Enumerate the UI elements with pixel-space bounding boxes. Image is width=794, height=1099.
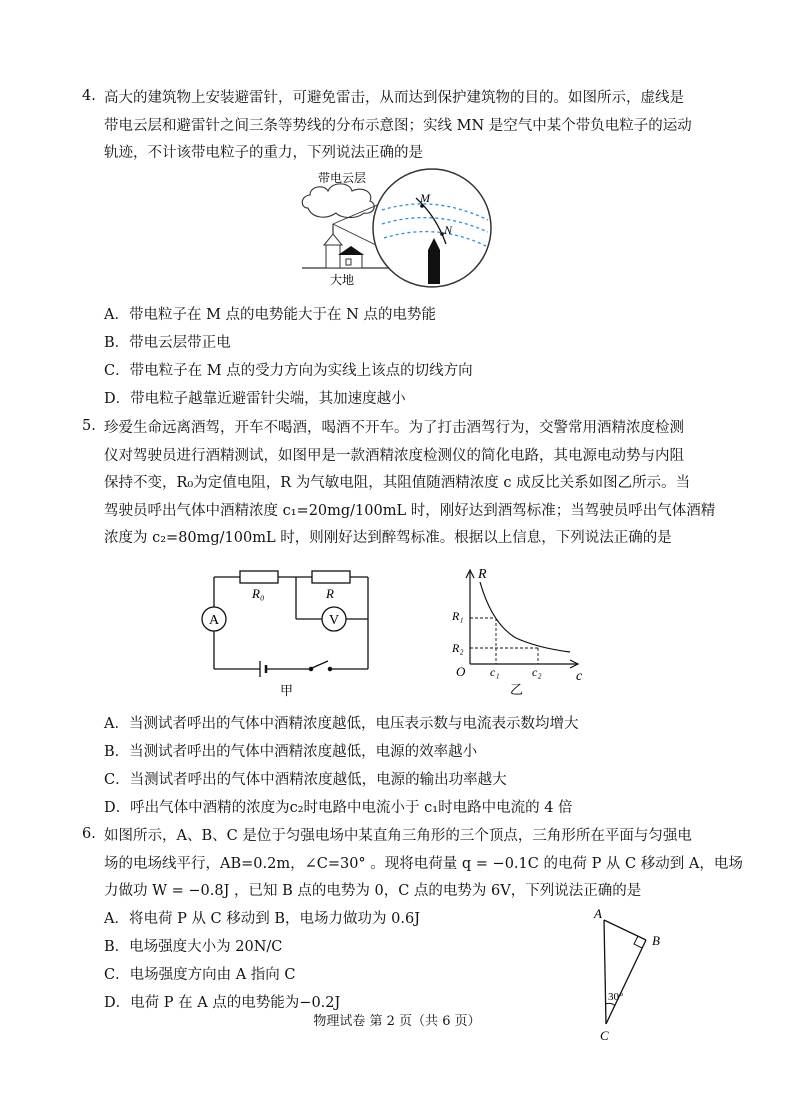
q5-circuit-figure [200, 565, 385, 700]
q4-number: 4. [82, 88, 96, 104]
point-m-label: M [420, 191, 430, 205]
cloud-label: 带电云层 [318, 171, 367, 185]
c1-label: c₁ [490, 665, 500, 679]
vertex-b-label: B [652, 933, 660, 948]
ammeter-label: A [209, 613, 220, 628]
q6-option-b: B．电场强度大小为 20N/C [104, 939, 283, 955]
vertex-a-label: A [594, 906, 602, 921]
q6-option-a: A．将电荷 P 从 C 移动到 B，电场力做功为 0.6J [104, 911, 421, 927]
q6-option-c: C．电场强度方向由 A 指向 C [104, 967, 296, 983]
fig-yi-caption: 乙 [510, 682, 524, 697]
q6-stem-line-1: 如图所示，A、B、C 是位于匀强电场中某直角三角形的三个顶点，三角形所在平面与匀强电 [104, 828, 692, 844]
q5-resistance-graph [452, 562, 592, 702]
cloud-icon [302, 184, 374, 218]
q6-option-d: D．电荷 P 在 A 点的电势能为−0.2J [104, 995, 341, 1011]
q5-option-c: C．当测试者呼出的气体中酒精浓度越低，电源的输出功率越大 [104, 772, 507, 788]
q5-stem-line-4: 驾驶员呼出气体中酒精浓度 c₁=20mg/100mL 时，刚好达到酒驾标准；当驾驶员呼出气体酒精 [104, 503, 716, 519]
r2-label: R₂ [452, 641, 464, 655]
q4-stem-line-3: 轨迹，不计该带电粒子的重力，下列说法正确的是 [104, 145, 423, 161]
q4-option-c: C．带电粒子在 M 点的受力方向为实线上该点的切线方向 [104, 363, 473, 379]
q6-number: 6. [82, 826, 96, 842]
q5-stem-line-2: 仪对驾驶员进行酒精测试，如图甲是一款酒精浓度检测仪的简化电路，其电源电动势与内阻 [104, 448, 684, 464]
q4-stem-line-2: 带电云层和避雷针之间三条等势线的分布示意图；实线 MN 是空气中某个带负电粒子的运动 [104, 118, 692, 134]
q4-option-b: B．带电云层带正电 [104, 335, 231, 351]
q5-stem-line-1: 珍爱生命远离酒驾，开车不喝酒，喝酒不开车。为了打击酒驾行为，交警常用酒精浓度检测 [104, 420, 684, 436]
r1-label: R₁ [452, 609, 464, 623]
q6-stem-line-2: 场的电场线平行，AB=0.2m，∠C=30° 。现将电荷量 q = −0.1C 的电荷 P 从 C 移动到 A，电场 [104, 856, 743, 872]
page-footer: 物理试卷 第 2 页（共 6 页） [313, 1014, 481, 1029]
y-axis-label: R [478, 567, 487, 582]
angle-c-label: 30° [608, 991, 624, 1003]
q4-lightning-rod-figure [296, 168, 496, 290]
q4-stem-line-1: 高大的建筑物上安装避雷针，可避免雷击，从而达到保护建筑物的目的。如图所示，虚线是 [104, 90, 684, 106]
q5-stem-line-3: 保持不变，R₀为定值电阻，R 为气敏电阻，其阻值随酒精浓度 c 成反比关系如图乙所示。当 [104, 475, 691, 491]
vertex-c-label: C [600, 1028, 609, 1043]
q5-number: 5. [82, 418, 96, 434]
q5-option-b: B．当测试者呼出的气体中酒精浓度越低，电源的效率越小 [104, 744, 478, 760]
origin-label: O [456, 664, 466, 679]
voltmeter-label: V [329, 613, 340, 628]
x-axis-label: c [576, 669, 583, 684]
q5-stem-line-5: 浓度为 c₂=80mg/100mL 时，则刚好达到醉驾标准。根据以上信息，下列说法正确的是 [104, 530, 672, 546]
q4-option-d: D．带电粒子越靠近避雷针尖端，其加速度越小 [104, 391, 406, 407]
q4-option-a: A．带电粒子在 M 点的电势能大于在 N 点的电势能 [104, 307, 436, 323]
point-n-label: N [444, 223, 453, 237]
ground-label: 大地 [330, 273, 355, 287]
q5-option-d: D．呼出气体中酒精的浓度为c₂时电路中电流小于 c₁时电路中电流的 4 倍 [104, 800, 573, 816]
r-curve [480, 582, 570, 652]
fig-jia-caption: 甲 [280, 683, 294, 698]
q6-stem-line-3: 力做功 W = −0.8J ，已知 B 点的电势为 0，C 点的电势为 6V，下列说法正确的是 [104, 883, 642, 899]
r0-label: R₀ [252, 586, 265, 601]
c2-label: c₂ [532, 665, 542, 679]
r-label: R [326, 586, 334, 601]
q5-option-a: A．当测试者呼出的气体中酒精浓度越低，电压表示数与电流表示数均增大 [104, 716, 579, 732]
